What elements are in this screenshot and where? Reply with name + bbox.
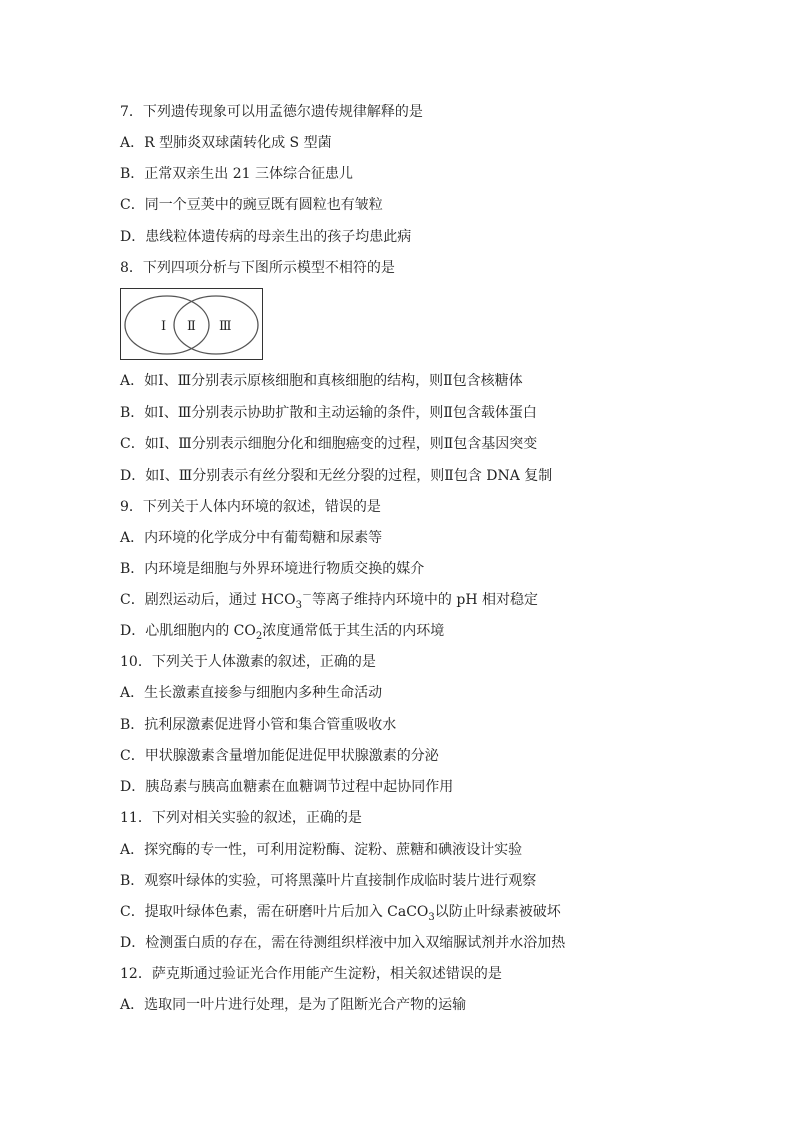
- q10-option-a: A．生长激素直接参与细胞内多种生命活动: [120, 685, 383, 701]
- venn-label-1: Ⅰ: [161, 319, 167, 334]
- q9-stem: 9．下列关于人体内环境的叙述，错误的是: [120, 499, 381, 515]
- q8-stem: 8．下列四项分析与下图所示模型不相符的是: [120, 260, 395, 276]
- q9-option-d-subscript: 2: [255, 630, 263, 642]
- q9-option-d-text: D．心肌细胞内的 CO: [120, 623, 256, 639]
- q9-option-c: [120, 590, 538, 610]
- q8-option-c: C．如Ⅰ、Ⅲ分别表示细胞分化和细胞癌变的过程，则Ⅱ包含基因突变: [120, 436, 538, 452]
- venn-circle-left: [125, 296, 209, 354]
- q7-option-d: D．患线粒体遗传病的母亲生出的孩子均患此病: [120, 229, 412, 245]
- q9-option-d-text-rest: 浓度通常低于其生活的内环境: [262, 623, 445, 639]
- q9-option-d: [120, 621, 444, 641]
- q9-option-b: B．内环境是细胞与外界环境进行物质交换的媒介: [120, 561, 425, 577]
- q11-option-c-subscript: 3: [428, 911, 435, 923]
- venn-label-2: Ⅱ: [187, 319, 196, 334]
- q12-stem: 12．萨克斯通过验证光合作用能产生淀粉，相关叙述错误的是: [120, 966, 502, 982]
- venn-label-3: Ⅲ: [219, 319, 232, 334]
- q11-option-c: [120, 902, 561, 922]
- q12-option-a: A．选取同一叶片进行处理，是为了阻断光合产物的运输: [120, 997, 467, 1013]
- q11-option-c-text: C．提取叶绿体色素，需在研磨叶片后加入 CaCO: [120, 904, 429, 920]
- q9-option-a: A．内环境的化学成分中有葡萄糖和尿素等: [120, 530, 383, 546]
- venn-diagram: [120, 288, 263, 360]
- q9-option-c-superscript: －: [301, 590, 312, 602]
- q11-option-d: D．检测蛋白质的存在，需在待测组织样液中加入双缩脲试剂并水浴加热: [120, 935, 566, 951]
- q10-option-c: C．甲状腺激素含量增加能促进促甲状腺激素的分泌: [120, 748, 439, 764]
- q9-option-c-text: C．剧烈运动后，通过 HCO: [120, 592, 296, 608]
- venn-diagram-svg: [121, 289, 264, 361]
- q8-option-d: D．如Ⅰ、Ⅲ分别表示有丝分裂和无丝分裂的过程，则Ⅱ包含 DNA 复制: [120, 468, 553, 484]
- q11-option-b: B．观察叶绿体的实验，可将黑藻叶片直接制作成临时装片进行观察: [120, 873, 537, 889]
- q11-option-a: A．探究酶的专一性，可利用淀粉酶、淀粉、蔗糖和碘液设计实验: [120, 842, 523, 858]
- q7-option-c: C．同一个豆荚中的豌豆既有圆粒也有皱粒: [120, 197, 383, 213]
- q9-option-c-text-rest: 等离子维持内环境中的 pH 相对稳定: [311, 592, 539, 608]
- q11-stem: 11．下列对相关实验的叙述，正确的是: [120, 810, 362, 826]
- q7-stem: 7．下列遗传现象可以用孟德尔遗传规律解释的是: [120, 104, 423, 120]
- q10-option-b: B．抗利尿激素促进肾小管和集合管重吸收水: [120, 717, 397, 733]
- q8-option-b: B．如Ⅰ、Ⅲ分别表示协助扩散和主动运输的条件，则Ⅱ包含载体蛋白: [120, 405, 537, 421]
- q11-option-c-text-rest: 以防止叶绿素被破坏: [434, 904, 561, 920]
- q10-option-d: D．胰岛素与胰高血糖素在血糖调节过程中起协同作用: [120, 779, 454, 795]
- q7-option-a: A．R 型肺炎双球菌转化成 S 型菌: [120, 135, 332, 151]
- q7-option-b: B．正常双亲生出 21 三体综合征患儿: [120, 166, 354, 182]
- q9-option-c-subscript: 3: [295, 599, 302, 611]
- q10-stem: 10．下列关于人体激素的叙述，正确的是: [120, 654, 376, 670]
- q8-option-a: A．如Ⅰ、Ⅲ分别表示原核细胞和真核细胞的结构，则Ⅱ包含核糖体: [120, 373, 523, 389]
